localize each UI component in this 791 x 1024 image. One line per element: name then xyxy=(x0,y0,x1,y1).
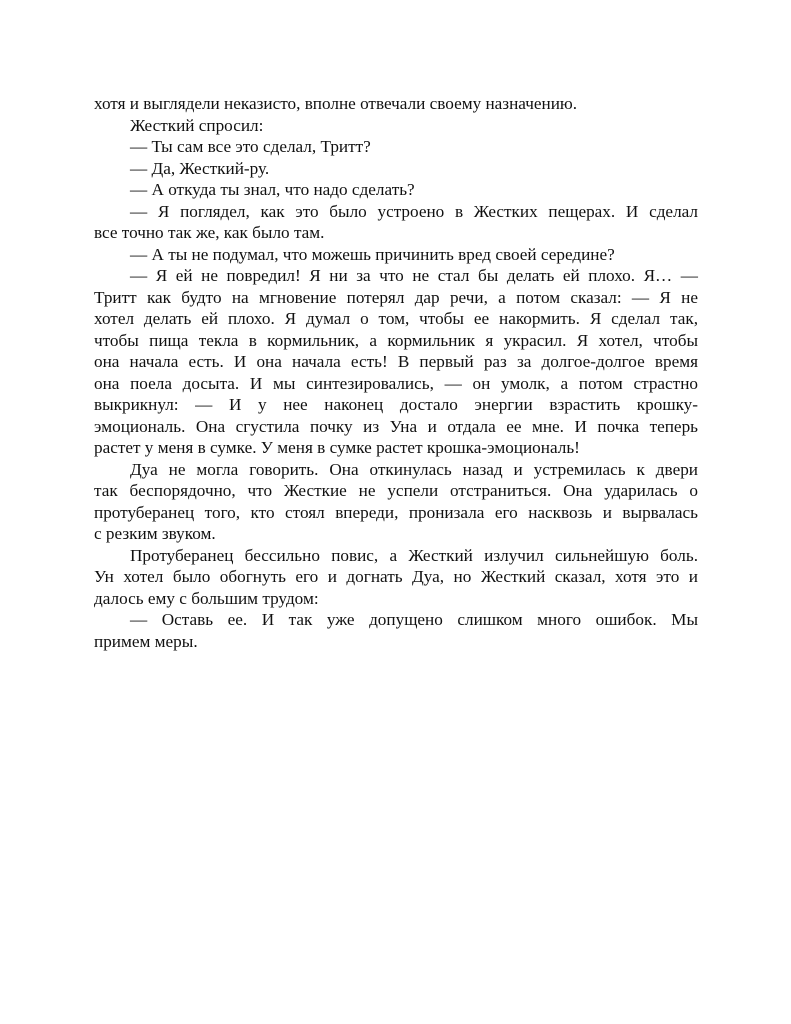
text-line: протуберанец того, кто стоял впереди, пронизала его насквозь и вырвалась xyxy=(94,502,698,522)
text-line: растет у меня в сумке. У меня в сумке растет крошка-эмоциональ! xyxy=(94,438,580,457)
paragraph xyxy=(94,179,698,201)
text-line: — А ты не подумал, что можешь причинить вред своей середине? xyxy=(130,244,615,264)
text-line: Ун хотел было обогнуть его и догнать Дуа, но Жесткий сказал, хотя это и xyxy=(94,567,698,586)
text-line: примем меры. xyxy=(94,631,198,651)
paragraph xyxy=(94,93,698,115)
paragraph xyxy=(94,136,698,158)
text-line: чтобы пища текла в кормильник, а кормильник я украсил. Я хотел, чтобы xyxy=(94,330,698,350)
text-line: эмоциональ. Она сгустила почку из Уна и отдала ее мне. И почка теперь xyxy=(94,416,698,436)
text-line: далось ему с большим трудом: xyxy=(94,588,319,608)
text-line: выкрикнул: — И у нее наконец достало энергии взрастить крошку- xyxy=(94,395,698,414)
paragraph xyxy=(94,115,698,137)
text-line: Тритт как будто на мгновение потерял дар речи, а потом сказал: — Я не xyxy=(94,287,698,307)
text-line: — Ты сам все это сделал, Тритт? xyxy=(130,137,371,156)
text-line: хотел делать ей плохо. Я думал о том, чтобы ее накормить. Я сделал так, xyxy=(94,309,698,328)
text-line: Жесткий спросил: xyxy=(130,115,264,135)
document-page xyxy=(94,93,698,652)
paragraph xyxy=(94,545,698,610)
text-line: — А откуда ты знал, что надо сделать? xyxy=(130,180,415,199)
text-line: — Я ей не повредил! Я ни за что не стал бы делать ей плохо. Я… — xyxy=(130,266,698,285)
text-line: — Я поглядел, как это было устроено в Жестких пещерах. И сделал xyxy=(130,201,698,221)
text-line: хотя и выглядели неказисто, вполне отвечали своему назначению. xyxy=(94,94,578,113)
text-line: — Оставь ее. И так уже допущено слишком много ошибок. Мы xyxy=(130,610,698,629)
text-line: с резким звуком. xyxy=(94,524,216,543)
text-line: она начала есть. И она начала есть! В первый раз за долгое-долгое время xyxy=(94,352,698,371)
paragraph xyxy=(94,244,698,266)
text-line: Протуберанец бессильно повис, а Жесткий излучил сильнейшую боль. xyxy=(130,545,698,565)
text-line: Дуа не могла говорить. Она откинулась назад и устремилась к двери xyxy=(130,459,698,479)
text-line: так беспорядочно, что Жесткие не успели отстраниться. Она ударилась о xyxy=(94,481,698,500)
text-line: — Да, Жесткий-ру. xyxy=(130,158,270,178)
paragraph xyxy=(94,265,698,459)
paragraph xyxy=(94,201,698,244)
text-line: она поела досыта. И мы синтезировались, — он умолк, а потом страстно xyxy=(94,373,698,393)
paragraph xyxy=(94,158,698,180)
paragraph xyxy=(94,609,698,652)
text-line: все точно так же, как было там. xyxy=(94,223,325,242)
paragraph xyxy=(94,459,698,545)
